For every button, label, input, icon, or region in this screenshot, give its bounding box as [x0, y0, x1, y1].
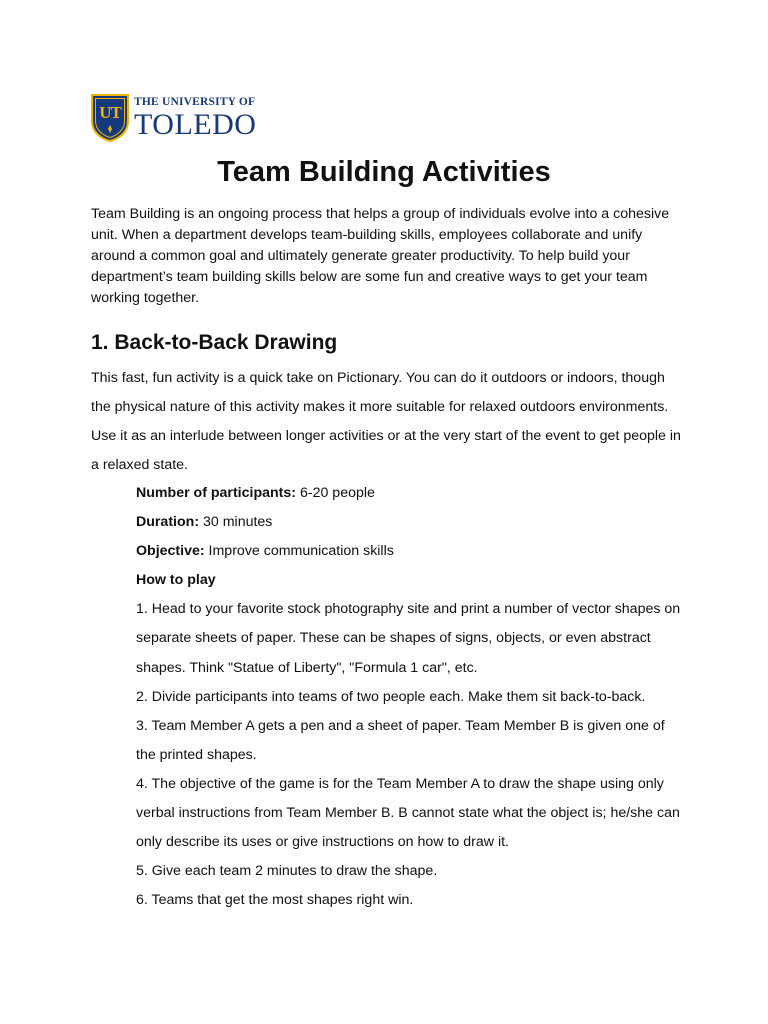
- university-logo: [91, 94, 256, 142]
- logo-line1: THE UNIVERSITY OF: [134, 96, 256, 108]
- objective-value: Improve communication skills: [204, 543, 394, 560]
- logo-wordmark: [134, 97, 256, 140]
- activity-details: [136, 479, 681, 915]
- participants-line: [136, 479, 681, 508]
- step-item: 1. Head to your favorite stock photography site and print a number of vector shapes on separate sheets of paper. These can be shapes of signs, objects, or even abstract shapes. Think "Statue of Liberty", "Formula 1 car", etc.: [136, 601, 681, 676]
- step-item: 3. Team Member A gets a pen and a sheet of paper. Team Member B is given one of the printed shapes.: [136, 717, 665, 763]
- step-item: 5. Give each team 2 minutes to draw the shape.: [136, 863, 438, 880]
- how-to-play-heading: How to play: [136, 572, 216, 589]
- activity-heading: 1. Back-to-Back Drawing: [91, 331, 338, 354]
- intro-paragraph: Team Building is an ongoing process that helps a group of individuals evolve into a cohesive unit. When a department develops team-building skills, employees collaborate and unify around a common goal and ultimately generate greater productivity. To help build your department’s team building skills below are some fun and creative ways to get your team working together.: [91, 206, 670, 306]
- duration-line: [136, 508, 681, 537]
- step-item: 6. Teams that get the most shapes right win.: [136, 892, 414, 909]
- step-item: 4. The objective of the game is for the Team Member A to draw the shape using only verbal instructions from Team Member B. B cannot state what the object is; he/she can only describe its uses or give instructions on how to draw it.: [136, 775, 680, 851]
- page-title: Team Building Activities: [217, 156, 551, 188]
- duration-value: 30 minutes: [199, 514, 273, 531]
- participants-label: Number of participants:: [136, 485, 297, 501]
- objective-label: Objective:: [136, 543, 205, 560]
- duration-label: Duration:: [136, 514, 200, 531]
- logo-monogram: UT: [99, 103, 121, 122]
- activity-description: This fast, fun activity is a quick take on Pictionary. You can do it outdoors or indoors, though the physical nature of this activity makes it more suitable for relaxed outdoors environments. Use it as an interlude between longer activities or at the very start of the event to get people in a relaxed state.: [91, 370, 681, 473]
- step-item: 2. Divide participants into teams of two people each. Make them sit back-to-back.: [136, 688, 646, 705]
- objective-line: [136, 537, 681, 566]
- participants-value: 6-20 people: [296, 485, 375, 501]
- logo-line2: TOLEDO: [134, 107, 257, 141]
